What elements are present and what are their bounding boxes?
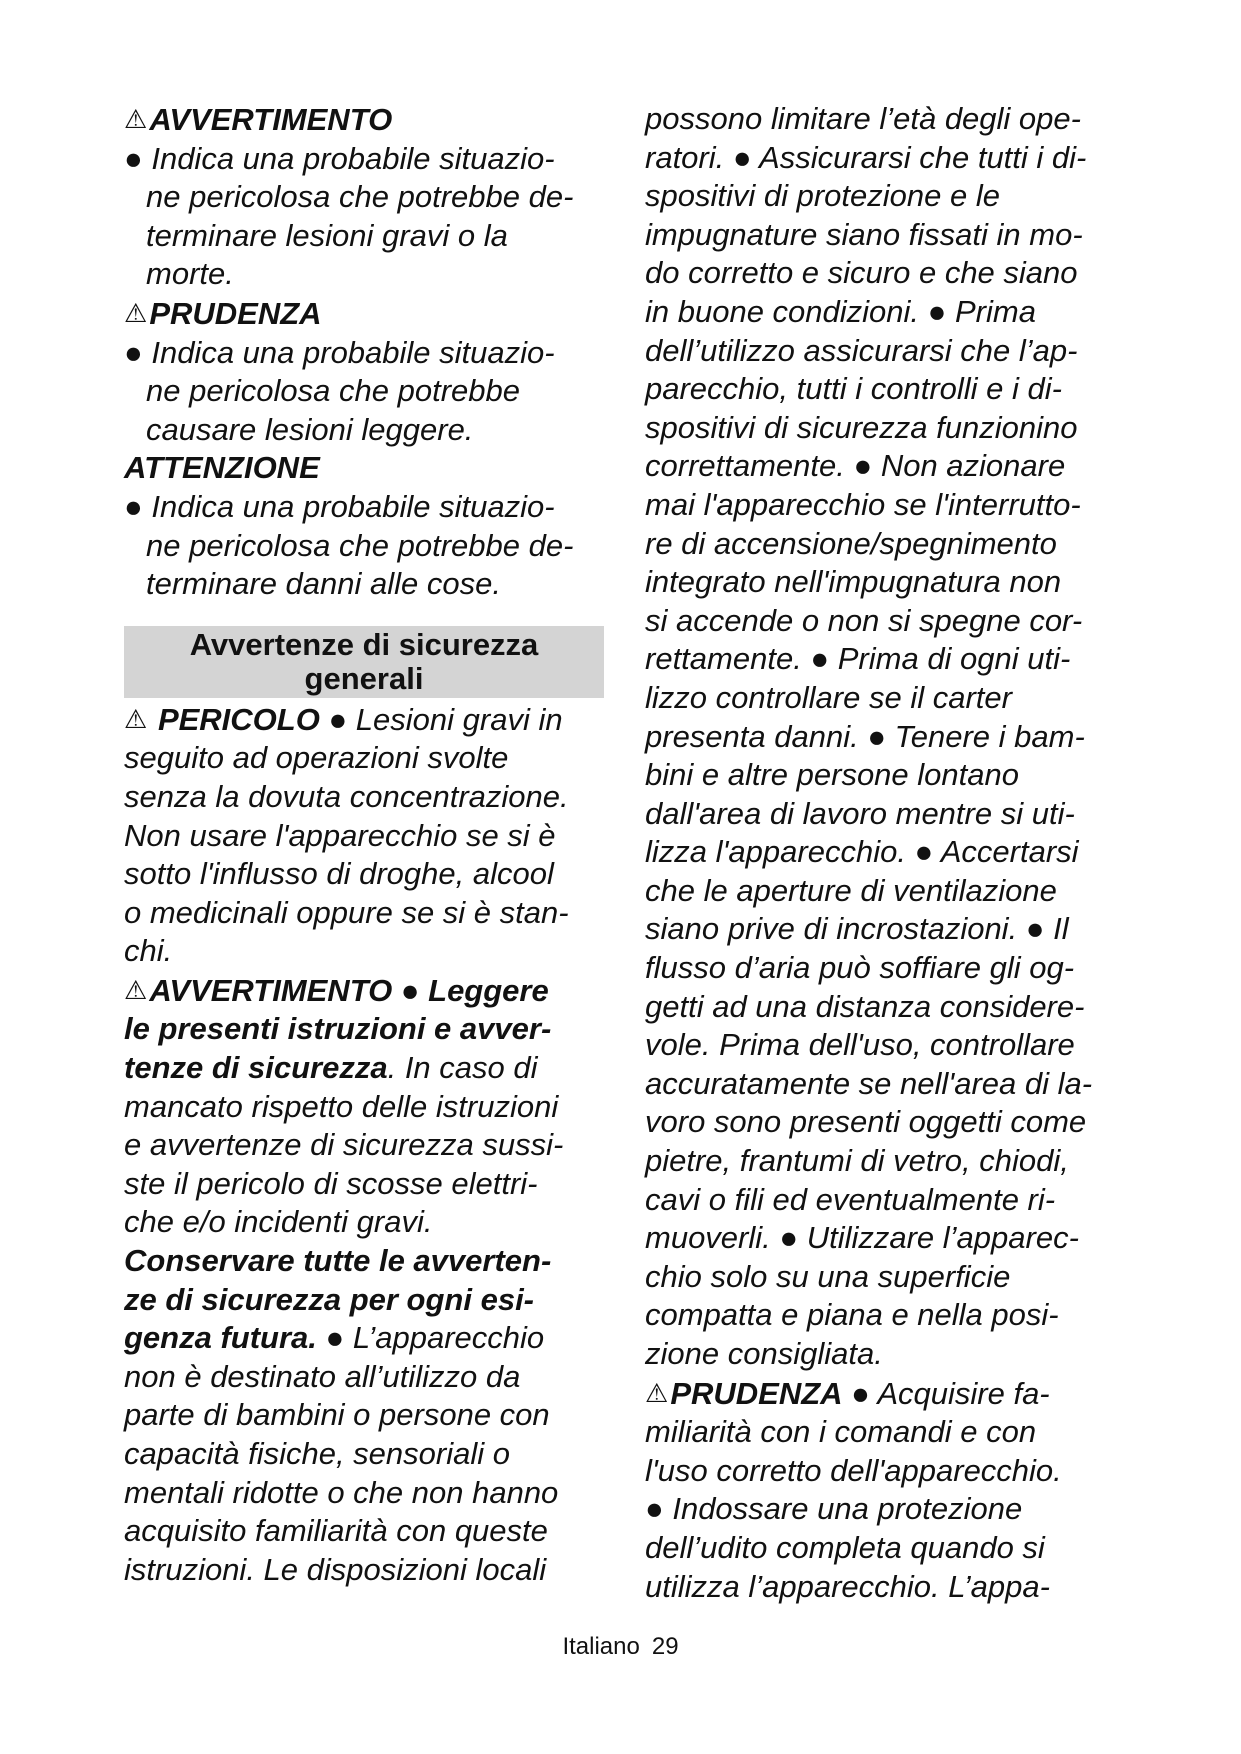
body-line: mancato rispetto delle istruzioni (124, 1088, 559, 1124)
body-line: chio solo su una superficie (645, 1258, 1011, 1294)
body-line: dall'area di lavoro mentre si uti- (645, 795, 1075, 831)
warning-triangle-icon: ⚠ (124, 297, 148, 328)
body-line: bini e altre persone lontano (645, 757, 1019, 793)
body-line: capacità fisiche, sensoriali o (124, 1436, 510, 1471)
body-line: zione consigliata. (645, 1336, 883, 1371)
legend-text-line: ● Indica una probabile situazio- (124, 140, 555, 176)
body-line: spositivi di sicurezza funzionino (645, 409, 1078, 445)
legend-text-line: ne pericolosa che potrebbe (146, 373, 520, 409)
body-line: che le aperture di ventilazione (645, 872, 1057, 908)
body-line: utilizza l’apparecchio. L’appa- (645, 1568, 1050, 1604)
body-line: voro sono presenti oggetti come (645, 1104, 1087, 1140)
body-line-mixed: tenze di sicurezza. In caso di (124, 1050, 538, 1086)
legend-text-line: ● Indica una probabile situazio- (124, 488, 555, 524)
footer-language: Italiano (562, 1633, 640, 1660)
body-line: pietre, frantumi di vetro, chiodi, (645, 1143, 1069, 1179)
body-line: rettamente. ● Prima di ogni uti- (645, 641, 1071, 677)
legend-text-line: morte. (146, 256, 234, 292)
body-line: integrato nell'impugnatura non (645, 564, 1062, 600)
body-line: siano prive di incrostazioni. ● Il (645, 911, 1069, 947)
body-line: dell’utilizzo assicurarsi che l’ap- (645, 332, 1078, 368)
legend-text-line: ne pericolosa che potrebbe de- (146, 527, 574, 563)
body-line: in buone condizioni. ● Prima (645, 293, 1036, 329)
body-line: mentali ridotte o che non hanno (124, 1474, 559, 1510)
page-number: 29 (651, 1633, 679, 1660)
legend-text-line: causare lesioni leggere. (146, 411, 474, 447)
body-line: possono limitare l’età degli ope- (645, 101, 1081, 136)
body-line: sotto l'influsso di droghe, alcool (124, 856, 554, 892)
body-line: ● Indossare una protezione (645, 1491, 1023, 1527)
body-line: flusso d’aria può soffiare gli og- (645, 950, 1075, 986)
warning-triangle-icon: ⚠ (645, 1377, 669, 1408)
legend-text-line: terminare danni alle cose. (146, 566, 501, 602)
body-line: miliarità con i comandi e con (645, 1414, 1037, 1450)
body-line: compatta e piana e nella posi- (645, 1297, 1059, 1333)
body-line: presenta danni. ● Tenere i bam- (645, 718, 1085, 754)
body-line: re di accensione/spegnimento (645, 525, 1057, 561)
legend-text-line: terminare lesioni gravi o la (146, 217, 508, 253)
body-line: parecchio, tutti i controlli e i di- (645, 371, 1062, 407)
body-line: parte di bambini o persone con (124, 1397, 550, 1433)
body-line: senza la dovuta concentrazione. (124, 778, 569, 814)
body-line-bold: le presenti istruzioni e avver- (124, 1011, 552, 1047)
body-line: dell’udito completa quando si (645, 1529, 1045, 1565)
right-column (645, 100, 1130, 1606)
body-line: Non usare l'apparecchio se si è (124, 817, 556, 853)
pericolo-first-line: ⚠ PERICOLO ● Lesioni gravi in (124, 701, 563, 737)
body-line: spositivi di protezione e le (645, 178, 1000, 214)
body-line: impugnature siano fissati in mo- (645, 216, 1083, 252)
body-line: muoverli. ● Utilizzare l’apparec- (645, 1220, 1079, 1256)
body-line: chi. (124, 933, 173, 969)
section-heading: Avvertenze di sicurezza generali (124, 626, 604, 698)
body-line: do corretto e sicuro e che siano (645, 255, 1078, 291)
body-line: correttamente. ● Non azionare (645, 448, 1066, 484)
body-line: getti ad una distanza considere- (645, 988, 1085, 1024)
body-line: ste il pericolo di scosse elettri- (124, 1165, 538, 1201)
body-line: e avvertenze di sicurezza sussi- (124, 1127, 564, 1163)
body-line-bold: Conservare tutte le avverten- (124, 1243, 552, 1279)
left-column (124, 100, 604, 1589)
body-line: seguito ad operazioni svolte (124, 740, 509, 776)
legend-heading-prudenza: ⚠PRUDENZA (124, 295, 322, 331)
warning-triangle-icon: ⚠ (124, 703, 148, 734)
page-footer (0, 1633, 1241, 1661)
body-line: acquisito familiarità con queste (124, 1513, 548, 1549)
legend-text-line: ne pericolosa che potrebbe de- (146, 179, 574, 215)
warning-triangle-icon: ⚠ (124, 104, 148, 134)
body-line: accuratamente se nell'area di la- (645, 1065, 1093, 1101)
legend-heading-attenzione: ATTENZIONE (124, 450, 320, 486)
body-line: ratori. ● Assicurarsi che tutti i di- (645, 139, 1087, 175)
body-line: istruzioni. Le disposizioni locali (124, 1551, 547, 1587)
body-line: lizza l'apparecchio. ● Accertarsi (645, 834, 1079, 870)
body-line: non è destinato all’utilizzo da (124, 1358, 521, 1394)
body-line: si accende o non si spegne cor- (645, 602, 1083, 638)
body-line: che e/o incidenti gravi. (124, 1204, 433, 1240)
body-line: l'uso corretto dell'apparecchio. (645, 1452, 1062, 1488)
avvertimento-first-line: ⚠AVVERTIMENTO ● Leggere (124, 972, 549, 1008)
body-line: mai l'apparecchio se l'interrutto- (645, 486, 1081, 522)
legend-heading-avvertimento: ⚠AVVERTIMENTO (124, 102, 393, 137)
body-line: cavi o fili ed eventualmente ri- (645, 1181, 1056, 1217)
body-line: vole. Prima dell'uso, controllare (645, 1027, 1075, 1063)
legend-text-line: ● Indica una probabile situazio- (124, 334, 555, 370)
body-line-mixed: genza futura. ● L’apparecchio (124, 1320, 545, 1356)
body-line: lizzo controllare se il carter (645, 679, 1012, 715)
body-line: o medicinali oppure se si è stan- (124, 894, 569, 930)
warning-triangle-icon: ⚠ (124, 974, 148, 1005)
body-line-bold: ze di sicurezza per ogni esi- (124, 1281, 535, 1317)
prudenza-line: ⚠PRUDENZA ● Acquisire fa- (645, 1375, 1050, 1411)
